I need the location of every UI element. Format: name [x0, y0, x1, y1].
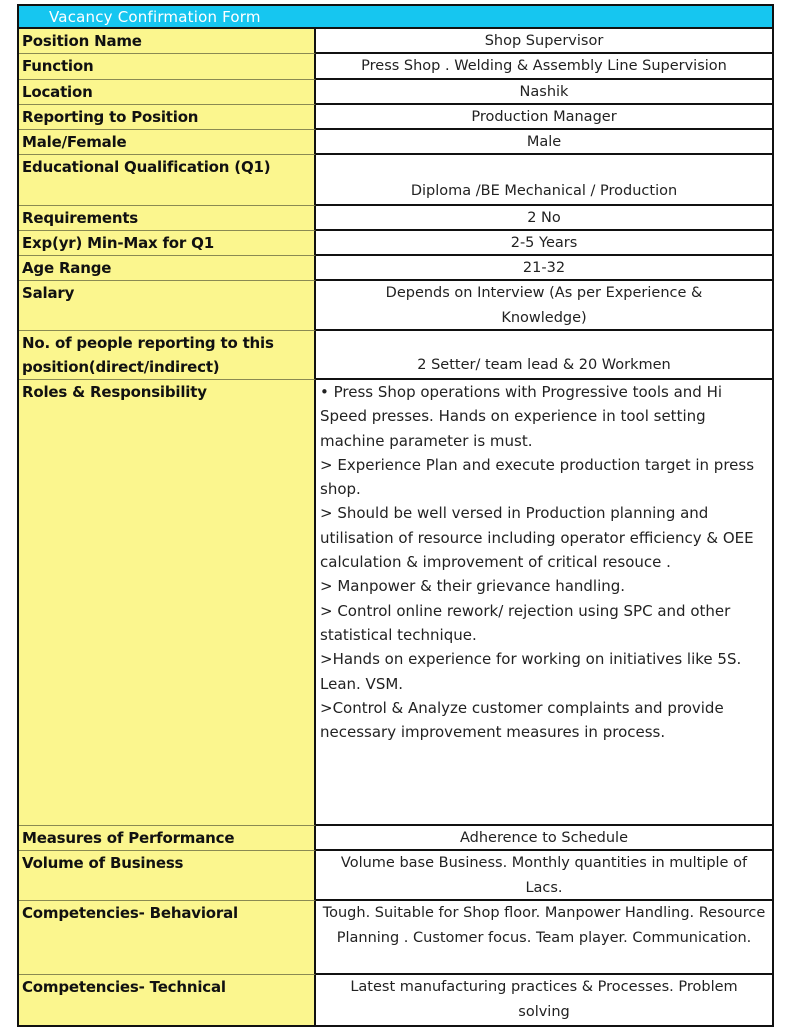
row-gender — [19, 130, 772, 155]
row-salary — [19, 281, 772, 331]
role-item: • Press Shop operations with Progressive tools and Hi Speed presses. Hands on experience in tool setting machine parameter is must. — [320, 383, 723, 450]
role-item: >Control & Analyze customer complaints and provide necessary improvement measures in process. — [320, 698, 724, 742]
value-location: Nashik — [316, 80, 772, 105]
row-behavioral — [19, 901, 772, 975]
value-measures: Adherence to Schedule — [316, 826, 772, 851]
label-volume: Volume of Business — [19, 851, 316, 901]
row-requirements — [19, 206, 772, 231]
label-location: Location — [19, 80, 316, 105]
row-function — [19, 54, 772, 80]
row-age-range — [19, 256, 772, 281]
label-age-range: Age Range — [19, 256, 316, 281]
value-qualification — [316, 155, 772, 206]
label-measures: Measures of Performance — [19, 826, 316, 851]
row-roles — [19, 380, 772, 826]
row-experience — [19, 231, 772, 256]
row-reporting-to — [19, 105, 772, 130]
value-function: Press Shop . Welding & Assembly Line Supervision — [316, 54, 772, 80]
value-age-range: 21-32 — [316, 256, 772, 281]
role-item: > Manpower & their grievance handling. — [320, 577, 626, 596]
label-gender: Male/Female — [19, 130, 316, 155]
role-item: > Experience Plan and execute production target in press shop. — [320, 455, 755, 499]
label-experience: Exp(yr) Min-Max for Q1 — [19, 231, 316, 256]
value-gender: Male — [316, 130, 772, 155]
row-position-name — [19, 29, 772, 54]
value-salary: Depends on Interview (As per Experience & Knowledge) — [316, 281, 772, 331]
form-title: Vacancy Confirmation Form — [19, 6, 772, 29]
role-item: >Hands on experience for working on initiatives like 5S. Lean. VSM. — [320, 650, 742, 693]
value-experience: 2-5 Years — [316, 231, 772, 256]
row-volume — [19, 851, 772, 901]
label-qualification: Educational Qualification (Q1) — [19, 155, 316, 206]
row-reportees — [19, 331, 772, 380]
value-behavioral: Tough. Suitable for Shop floor. Manpower Handling. Resource Planning . Customer focus. Team player. Communication. — [316, 901, 772, 975]
value-volume: Volume base Business. Monthly quantities in multiple of Lacs. — [316, 851, 772, 901]
value-reporting-to: Production Manager — [316, 105, 772, 130]
label-reportees: No. of people reporting to this position(direct/indirect) — [19, 331, 316, 380]
value-technical: Latest manufacturing practices & Processes. Problem solving — [316, 975, 772, 1025]
value-requirements: 2 No — [316, 206, 772, 231]
row-technical — [19, 975, 772, 1025]
label-requirements: Requirements — [19, 206, 316, 231]
value-qualification-text: Diploma /BE Mechanical / Production — [410, 183, 678, 199]
label-behavioral: Competencies- Behavioral — [19, 901, 316, 975]
value-reportees — [316, 331, 772, 380]
label-reporting-to: Reporting to Position — [19, 105, 316, 130]
value-reportees-text: 2 Setter/ team lead & 20 Workmen — [417, 357, 671, 373]
label-function: Function — [19, 54, 316, 80]
label-position-name: Position Name — [19, 29, 316, 54]
row-location — [19, 80, 772, 105]
label-roles: Roles & Responsibility — [19, 380, 316, 826]
row-measures — [19, 826, 772, 851]
row-qualification — [19, 155, 772, 206]
value-position-name: Shop Supervisor — [316, 29, 772, 54]
vacancy-confirmation-form — [17, 4, 774, 1027]
role-item: > Control online rework/ rejection using SPC and other statistical technique. — [320, 601, 731, 644]
role-item: > Should be well versed in Production planning and utilisation of resource including operator efficiency & OEE calculation & improvement of critical resouce . — [320, 504, 754, 572]
label-technical: Competencies- Technical — [19, 975, 316, 1025]
label-salary: Salary — [19, 281, 316, 331]
value-roles — [316, 380, 772, 826]
